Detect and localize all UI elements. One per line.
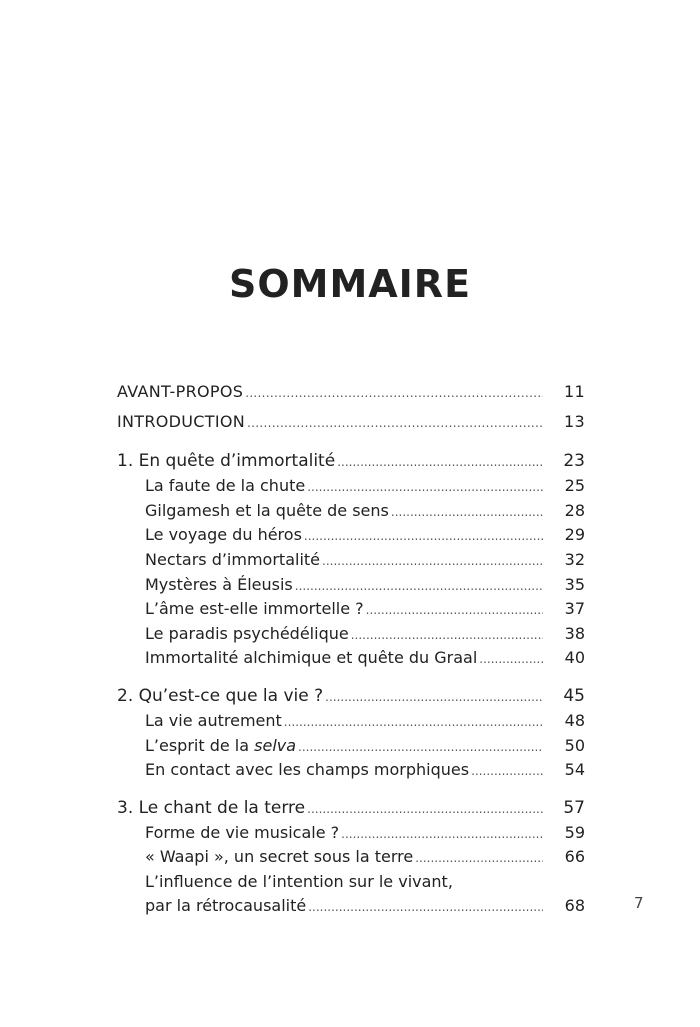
dot-leader bbox=[366, 598, 543, 623]
toc-entry[interactable] bbox=[117, 894, 585, 919]
toc-label: INTRODUCTION bbox=[117, 411, 246, 431]
toc-entry-line1: L’influence de l’intention sur le vivant, bbox=[145, 871, 453, 891]
toc-page: 68 bbox=[564, 895, 585, 915]
dot-leader bbox=[245, 381, 543, 406]
toc-page: 29 bbox=[564, 525, 585, 545]
dot-leader bbox=[479, 647, 543, 672]
toc-label: par la rétrocausalité bbox=[145, 895, 307, 915]
toc-entry[interactable] bbox=[117, 709, 585, 734]
toc-label: Le voyage du héros bbox=[145, 525, 302, 545]
dot-leader bbox=[471, 759, 543, 784]
toc-label bbox=[145, 734, 296, 759]
toc-label: AVANT-PROPOS bbox=[117, 382, 244, 401]
toc-page: 48 bbox=[564, 710, 585, 730]
dot-leader bbox=[284, 710, 543, 735]
toc-page: 57 bbox=[563, 797, 585, 818]
dot-leader bbox=[337, 449, 543, 475]
toc-label: La vie autrement bbox=[145, 710, 282, 730]
toc-page: 45 bbox=[563, 685, 585, 706]
toc-entry[interactable] bbox=[117, 734, 585, 759]
toc-label: La faute de la chute bbox=[145, 476, 306, 496]
dot-leader bbox=[415, 846, 543, 871]
toc-page: 37 bbox=[564, 599, 585, 619]
toc-label-prefix: L’esprit de la bbox=[145, 735, 255, 755]
dot-leader bbox=[351, 623, 543, 648]
dot-leader bbox=[308, 895, 543, 920]
toc-label: L’âme est-elle immortelle ? bbox=[145, 599, 364, 619]
dot-leader bbox=[341, 822, 543, 847]
toc-page: 66 bbox=[564, 847, 585, 867]
toc-label: Immortalité alchimique et quête du Graal bbox=[145, 648, 478, 668]
dot-leader bbox=[307, 475, 543, 500]
toc-label: Mystères à Éleusis bbox=[145, 574, 293, 594]
table-of-contents bbox=[117, 380, 585, 919]
toc-label: Nectars d’immortalité bbox=[145, 549, 320, 569]
toc-entry[interactable] bbox=[117, 597, 585, 622]
dot-leader bbox=[325, 684, 543, 710]
toc-chapter-1[interactable] bbox=[117, 448, 585, 474]
toc-label: 1. En quête d’immortalité bbox=[117, 451, 336, 472]
toc-entry[interactable] bbox=[117, 622, 585, 647]
dot-leader bbox=[295, 574, 543, 599]
toc-label: 3. Le chant de la terre bbox=[117, 797, 306, 818]
toc-page: 50 bbox=[564, 735, 585, 755]
page-title: SOMMAIRE bbox=[228, 262, 472, 306]
toc-entry-introduction[interactable] bbox=[117, 410, 585, 435]
dot-leader bbox=[304, 524, 543, 549]
toc-label-italic: selva bbox=[254, 735, 297, 755]
toc-page: 59 bbox=[564, 822, 585, 842]
toc-label: Forme de vie musicale ? bbox=[145, 822, 340, 842]
toc-label: « Waapi », un secret sous la terre bbox=[145, 847, 414, 867]
toc-chapter-2[interactable] bbox=[117, 683, 585, 709]
toc-page: 28 bbox=[564, 500, 585, 520]
toc-page: 32 bbox=[564, 549, 585, 569]
toc-page: 11 bbox=[564, 382, 585, 401]
toc-entry-avant-propos[interactable] bbox=[117, 380, 585, 405]
toc-entry[interactable] bbox=[117, 845, 585, 870]
toc-page: 13 bbox=[564, 411, 585, 431]
toc-page: 23 bbox=[563, 451, 585, 472]
toc-page: 35 bbox=[564, 574, 585, 594]
toc-chapter-3[interactable] bbox=[117, 795, 585, 821]
toc-entry[interactable] bbox=[117, 758, 585, 783]
toc-label: Le paradis psychédélique bbox=[145, 623, 349, 643]
toc-page: 25 bbox=[564, 476, 585, 496]
toc-entry[interactable] bbox=[117, 821, 585, 846]
dot-leader bbox=[307, 796, 543, 822]
dot-leader bbox=[391, 500, 543, 525]
dot-leader bbox=[298, 735, 543, 760]
toc-label: En contact avec les champs morphiques bbox=[145, 760, 470, 780]
toc-page: 38 bbox=[564, 623, 585, 643]
toc-entry[interactable] bbox=[117, 523, 585, 548]
dot-leader bbox=[322, 549, 543, 574]
toc-page: 40 bbox=[564, 648, 585, 668]
toc-entry[interactable] bbox=[117, 474, 585, 499]
toc-label: 2. Qu’est-ce que la vie ? bbox=[117, 685, 324, 706]
toc-entry[interactable] bbox=[117, 499, 585, 524]
toc-entry[interactable] bbox=[117, 548, 585, 573]
toc-page: 54 bbox=[564, 760, 585, 780]
toc-entry[interactable] bbox=[117, 646, 585, 671]
page-number: 7 bbox=[634, 894, 644, 912]
toc-label: Gilgamesh et la quête de sens bbox=[145, 500, 389, 520]
toc-entry[interactable] bbox=[117, 573, 585, 598]
dot-leader bbox=[247, 411, 543, 436]
